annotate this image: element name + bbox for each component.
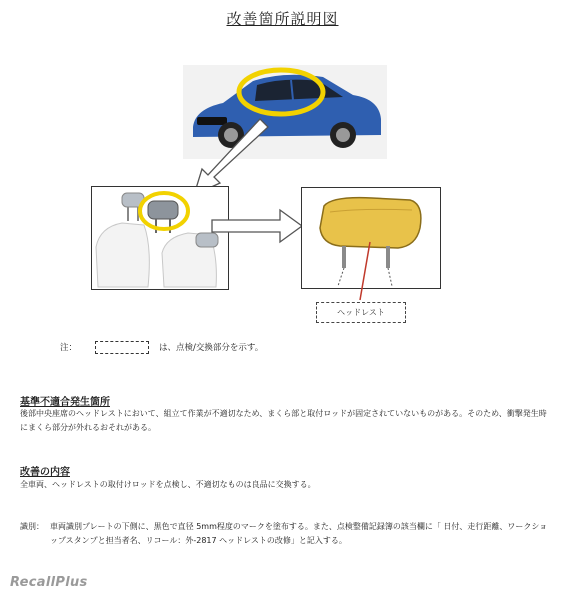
callout-line — [340, 240, 380, 302]
legend-note — [60, 340, 263, 354]
note-suffix: は、点検/交換部分を示す。 — [159, 343, 264, 353]
fix-heading: 改善の内容 — [20, 467, 70, 478]
dashed-box-legend-icon — [95, 341, 149, 354]
seats-diagram — [91, 186, 229, 290]
headrest-label: ヘッドレスト — [316, 302, 406, 323]
document-title: 改善箇所説明図 — [226, 10, 339, 28]
identification-label: 識別： — [20, 522, 44, 531]
fix-text: 全車両、ヘッドレストの取付けロッドを点検し、不適切なものは良品に交換する。 — [20, 480, 316, 489]
arrow-to-headrest-icon — [210, 206, 305, 246]
identification-text: 車両識別プレートの下側に、黒色で直径 5mm程度のマークを塗布する。また、点検整備記録簿の該当欄に「 日付、走行距離、ワークショップスタンプと担当者名、リコール：外-2817 ヘッドレストの改修」と記入する。 — [50, 522, 548, 545]
note-prefix: 注： — [60, 343, 78, 353]
cause-heading: 基準不適合発生箇所 — [20, 397, 110, 408]
rear-seats-icon — [92, 187, 228, 289]
watermark-logo: RecallPlus — [10, 575, 88, 590]
cause-text: 後部中央座席のヘッドレストにおいて、組立て作業が不適切なため、まくら部と取付ロッドが固定されていないものがある。そのため、衝撃発生時にまくら部分が外れるおそれがある。 — [20, 409, 547, 432]
